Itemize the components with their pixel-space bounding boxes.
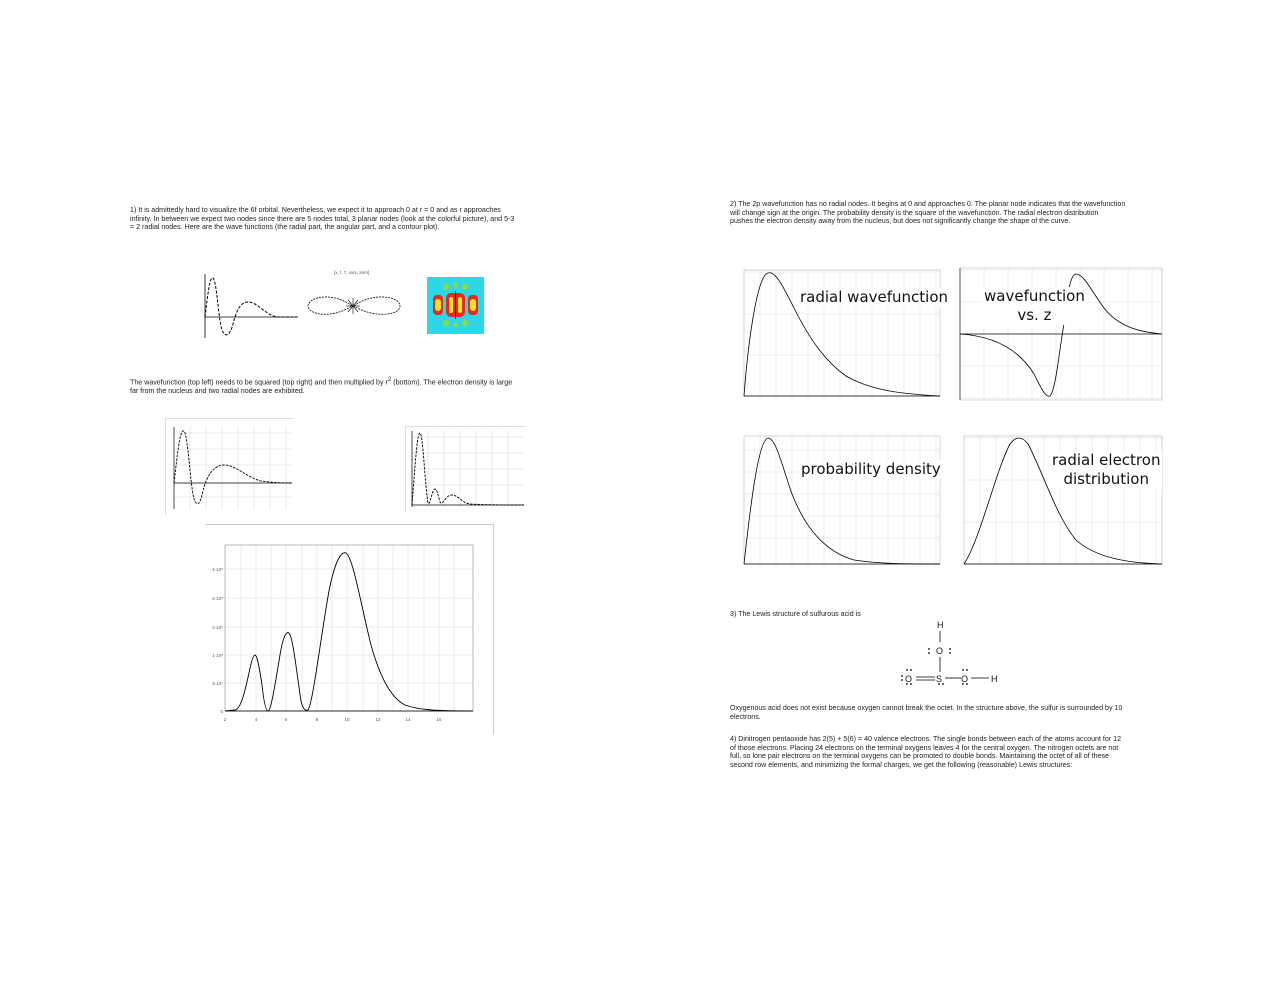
radial-wavefunction-label: radial wavefunction [800, 288, 949, 306]
squared-text-before: The wavefunction (top left) needs to be squared (top right) and then multiplied by r [130, 378, 388, 387]
y-tick-label: 5·10⁷ [212, 681, 223, 686]
angular-caption: [x, f, 7, xx/x, zero] [334, 270, 370, 275]
x-tick-label: 4 [254, 717, 258, 722]
squared-small-plot [405, 426, 526, 513]
lewis-h-top: H [937, 620, 944, 630]
contour-6f-plot [427, 277, 484, 334]
y-tick-label: 4·10⁸ [212, 567, 223, 572]
oxy-line-1: Oxygenous acid does not exist because oxygen cannot break the octet. In the structure above, the sulfur is surrounded by 10 [730, 704, 1123, 712]
x-tick-label: 12 [375, 717, 381, 722]
radial-6f-sketch [200, 272, 300, 340]
vsz-label-line-1: wavefunction [984, 287, 1085, 305]
y-tick-label: 3·10⁸ [212, 596, 223, 601]
dn-line-3: full, so lone pair electrons on the terminal oxygens can be promoted to double bonds. Maintaining the octet of all of these [730, 752, 1109, 761]
wavefunction-vs-z-label [982, 287, 1087, 325]
intro-line-1: 1) It is admittedly hard to visualize the 6f orbital. Nevertheless, we expect it to approach 0 at r = 0 and as r approaches [130, 206, 501, 214]
y-tick-label: 1·10⁸ [212, 653, 223, 658]
oxygenous-paragraph [730, 704, 1180, 721]
squared-paragraph [130, 376, 590, 396]
squared-text-after: (bottom). The electron density is large [391, 378, 513, 387]
dn-line-4: second row elements, and minimizing the formal charges, we get the following (reasonable) Lewis structures: [730, 760, 1073, 769]
red-label-line-1: radial electron [1052, 451, 1161, 469]
p2-line-1: 2) The 2p wavefunction has no radial nodes. It begins at 0 and approaches 0. The planar node indicates that the wavefunction [730, 200, 1126, 208]
y-tick-label: 0 [220, 709, 223, 714]
radial-electron-distribution-label [1050, 451, 1162, 489]
y-tick-label: 2·10⁸ [212, 625, 223, 630]
x-tick-label: 8 [315, 717, 319, 722]
p2-line-3: pushes the electron density away from the nucleus, but does not significantly change the shape of the curve. [730, 217, 1071, 226]
vsz-label-line-2: vs. z [1017, 306, 1052, 324]
oxy-line-2: electrons. [730, 712, 761, 721]
angular-6f-plot [304, 264, 404, 324]
wavefunction-small-plot [165, 418, 294, 515]
dinitrogen-paragraph [730, 735, 1180, 769]
dn-line-2: of those electrons. Placing 24 electrons on the terminal oxygens leaves 4 for the central oxygen. The nitrogen octets are not [730, 743, 1119, 752]
probability-density-label: probability density [801, 460, 941, 478]
intro-line-3: = 2 radial nodes. Here are the wave functions (the radial part, the angular part, and a contour plot). [130, 223, 440, 232]
x-tick-label: 14 [405, 717, 411, 722]
intro-line-2: infinity. In between we expect two nodes since there are 5 nodes total, 3 planar nodes (look at the colorful picture), and 5-3 [130, 214, 515, 223]
intro-6f-paragraph [130, 206, 580, 232]
x-tick-label: 2 [223, 717, 227, 722]
dn-line-1: 4) Dinitrogen pentaoxide has 2(5) + 5(6) = 40 valence electrons. The single bonds between each of the atoms account for 12 [730, 735, 1122, 743]
p2-paragraph [730, 200, 1180, 226]
lewis-intro: 3) The Lewis structure of sulfurous acid is [730, 610, 861, 618]
lewis-o-right: O [961, 674, 969, 684]
wavefunction-vs-z-plot [952, 264, 1164, 410]
x-tick-label: 10 [344, 717, 350, 722]
red-label-line-2: distribution [1063, 470, 1149, 488]
lewis-s: S [936, 674, 943, 684]
x-tick-label: 16 [436, 717, 442, 722]
lewis-o-top: O [936, 646, 944, 656]
radial-density-plot [205, 524, 494, 735]
lewis-h-right: H [991, 674, 998, 684]
probability-density-plot [730, 430, 942, 576]
x-tick-label: 6 [284, 717, 288, 722]
lewis-structure-sulfurous-acid [895, 618, 1005, 690]
lewis-o-left: O [905, 674, 913, 684]
radial-wavefunction-plot [730, 264, 942, 410]
squared-line-2: far from the nucleus and two radial nodes are exhibited. [130, 386, 305, 395]
p2-line-2: will change sign at the origin. The probability density is the square of the wavefunction. The radial electron distribution [730, 208, 1099, 217]
squared-exponent: 2 [387, 377, 392, 383]
